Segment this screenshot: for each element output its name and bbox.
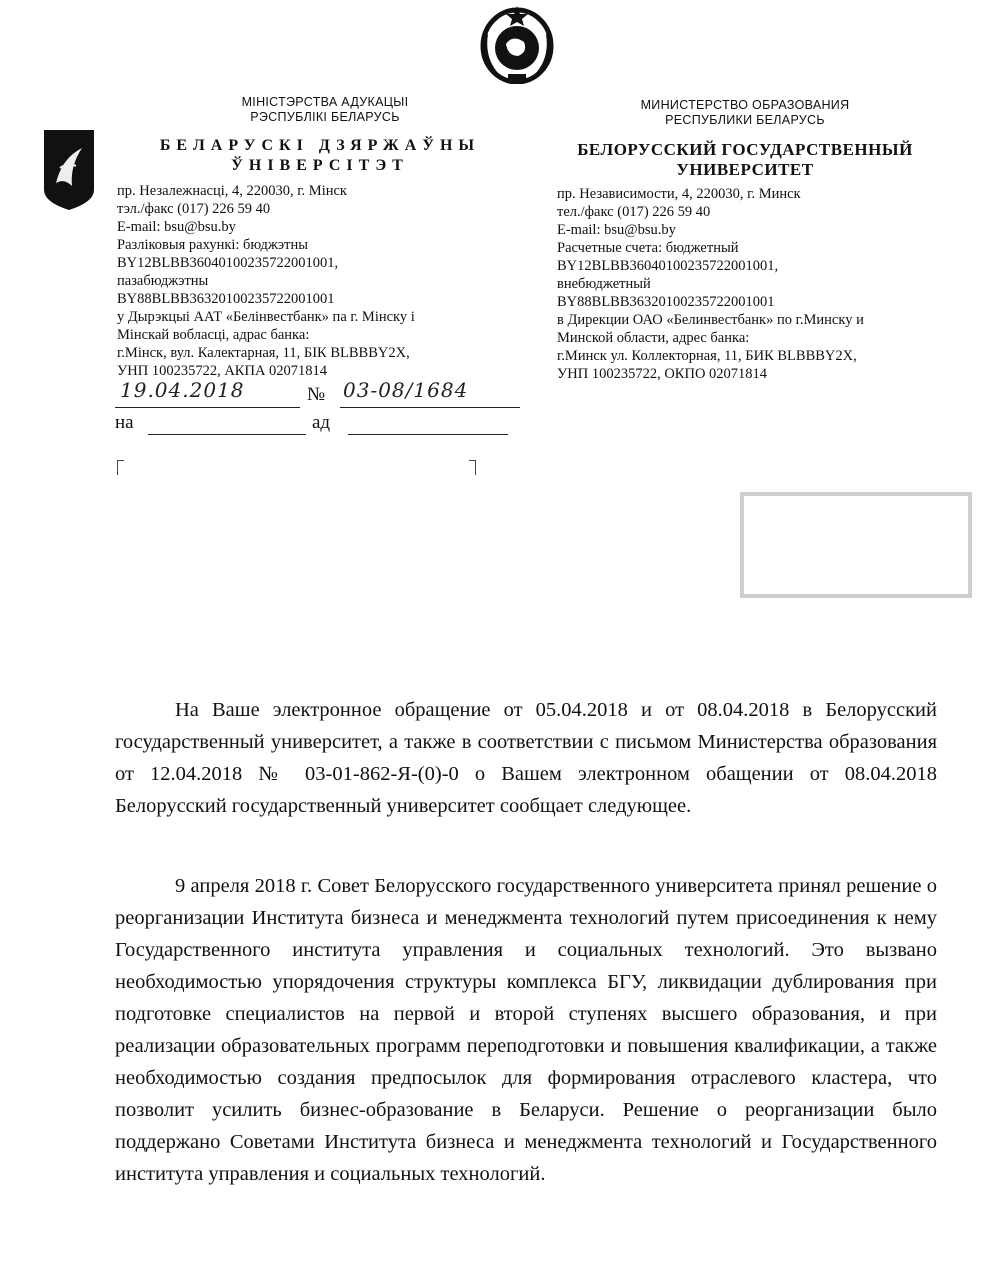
address-line: УНП 100235722, АКПА 02071814	[117, 363, 328, 379]
handwritten-number: 03-08/1684	[343, 378, 469, 402]
body-paragraph-2	[115, 870, 937, 1190]
number-label: №	[307, 384, 326, 405]
address-line: Мінскай вобласці, адрас банка:	[117, 327, 310, 343]
address-line: внебюджетный	[557, 276, 651, 292]
paragraph-text: 9 апреля 2018 г. Совет Белорусского государственного университета принял решение о реорганизации Института бизнеса и менеджмента технологий путем присоединения к нему Государственного института управления и социальных технологий. Это вызвано необходимостью упорядочения структуры комплекса БГУ, ликвидации дублирования при подготовке специалистов на первой и второй ступенях высшего образования, и при реализации образовательных программ переподготовки и повышения квалификации, а также необходимостью создания предпосылок для формирования отраслевого кластера, что позволит усилить бизнес-образование в Беларуси. Решение о реорганизации было поддержано Советами Института бизнеса и менеджмента технологий и Государственного института управления и социальных технологий.	[115, 875, 937, 1185]
address-line: г.Минск ул. Коллекторная, 11, БИК BLBBBY2X,	[557, 348, 857, 364]
address-corner-left	[117, 460, 124, 475]
address-line: пр. Незалежнасці, 4, 220030, г. Мінск	[117, 183, 347, 199]
address-line: у Дырэкцыі ААТ «Белінвестбанк» па г. Мінску і	[117, 309, 415, 325]
university-title-ru	[545, 140, 945, 180]
ministry-line: РЕСПУБЛИКИ БЕЛАРУСЬ	[665, 113, 825, 127]
address-line: Расчетные счета: бюджетный	[557, 240, 739, 256]
address-block-ru	[557, 185, 864, 383]
reference-line	[115, 412, 515, 442]
university-title-by	[130, 136, 510, 176]
state-emblem-icon	[478, 4, 556, 84]
title-line: УНИВЕРСИТЕТ	[676, 160, 814, 179]
address-line: г.Мінск, вул. Калектарная, 11, БІК BLBBBY2X,	[117, 345, 410, 361]
address-line: Разліковыя рахункі: бюджэтны	[117, 237, 308, 253]
address-line: BY88BLBB36320100235722001001	[557, 294, 775, 310]
title-line: БЕЛОРУССКИЙ ГОСУДАРСТВЕННЫЙ	[577, 140, 913, 159]
address-line: пазабюджэтны	[117, 273, 209, 289]
ministry-line: МИНИСТЕРСТВО ОБРАЗОВАНИЯ	[640, 98, 850, 112]
title-line: ЎНІВЕРСІТЭТ	[231, 157, 409, 174]
redacted-recipient-box	[740, 492, 972, 598]
body-paragraph-1	[115, 694, 937, 822]
address-line: тэл./факс (017) 226 59 40	[117, 201, 271, 217]
address-line: тел./факс (017) 226 59 40	[557, 204, 711, 220]
address-line: BY88BLBB36320100235722001001	[117, 291, 335, 307]
address-line: пр. Независимости, 4, 220030, г. Минск	[557, 186, 801, 202]
address-line: BY12BLBB36040100235722001001,	[557, 258, 779, 274]
ministry-line: РЭСПУБЛІКІ БЕЛАРУСЬ	[250, 110, 400, 124]
ministry-line: МІНІСТЭРСТВА АДУКАЦЫІ	[241, 95, 409, 109]
university-logo-icon	[42, 128, 96, 212]
address-corner-right	[469, 460, 476, 475]
address-line: BY12BLBB36040100235722001001,	[117, 255, 339, 271]
title-line: БЕЛАРУСКІ ДЗЯРЖАЎНЫ	[159, 137, 481, 154]
address-line: УНП 100235722, ОКПО 02071814	[557, 366, 768, 382]
ministry-name-by	[200, 95, 450, 125]
address-line: E-mail: bsu@bsu.by	[117, 219, 236, 235]
ministry-name-ru	[600, 98, 890, 128]
on-label: на	[115, 412, 134, 433]
from-label: ад	[312, 412, 331, 433]
address-block-by	[117, 182, 415, 380]
paragraph-text: На Ваше электронное обращение от 05.04.2018 и от 08.04.2018 в Белорусский государственный университет, а также в соответствии с письмом Министерства образования от 12.04.2018 № 03-01-862-Я-(0)-0 о Вашем электронном обащении от 08.04.2018 Белорусский государственный университет сообщает следующее.	[115, 699, 937, 817]
handwritten-date: 19.04.2018	[120, 378, 245, 402]
address-line: E-mail: bsu@bsu.by	[557, 222, 676, 238]
address-line: Минской области, адрес банка:	[557, 330, 750, 346]
registration-line	[115, 378, 515, 408]
address-line: в Дирекции ОАО «Белинвестбанк» по г.Минску и	[557, 312, 864, 328]
